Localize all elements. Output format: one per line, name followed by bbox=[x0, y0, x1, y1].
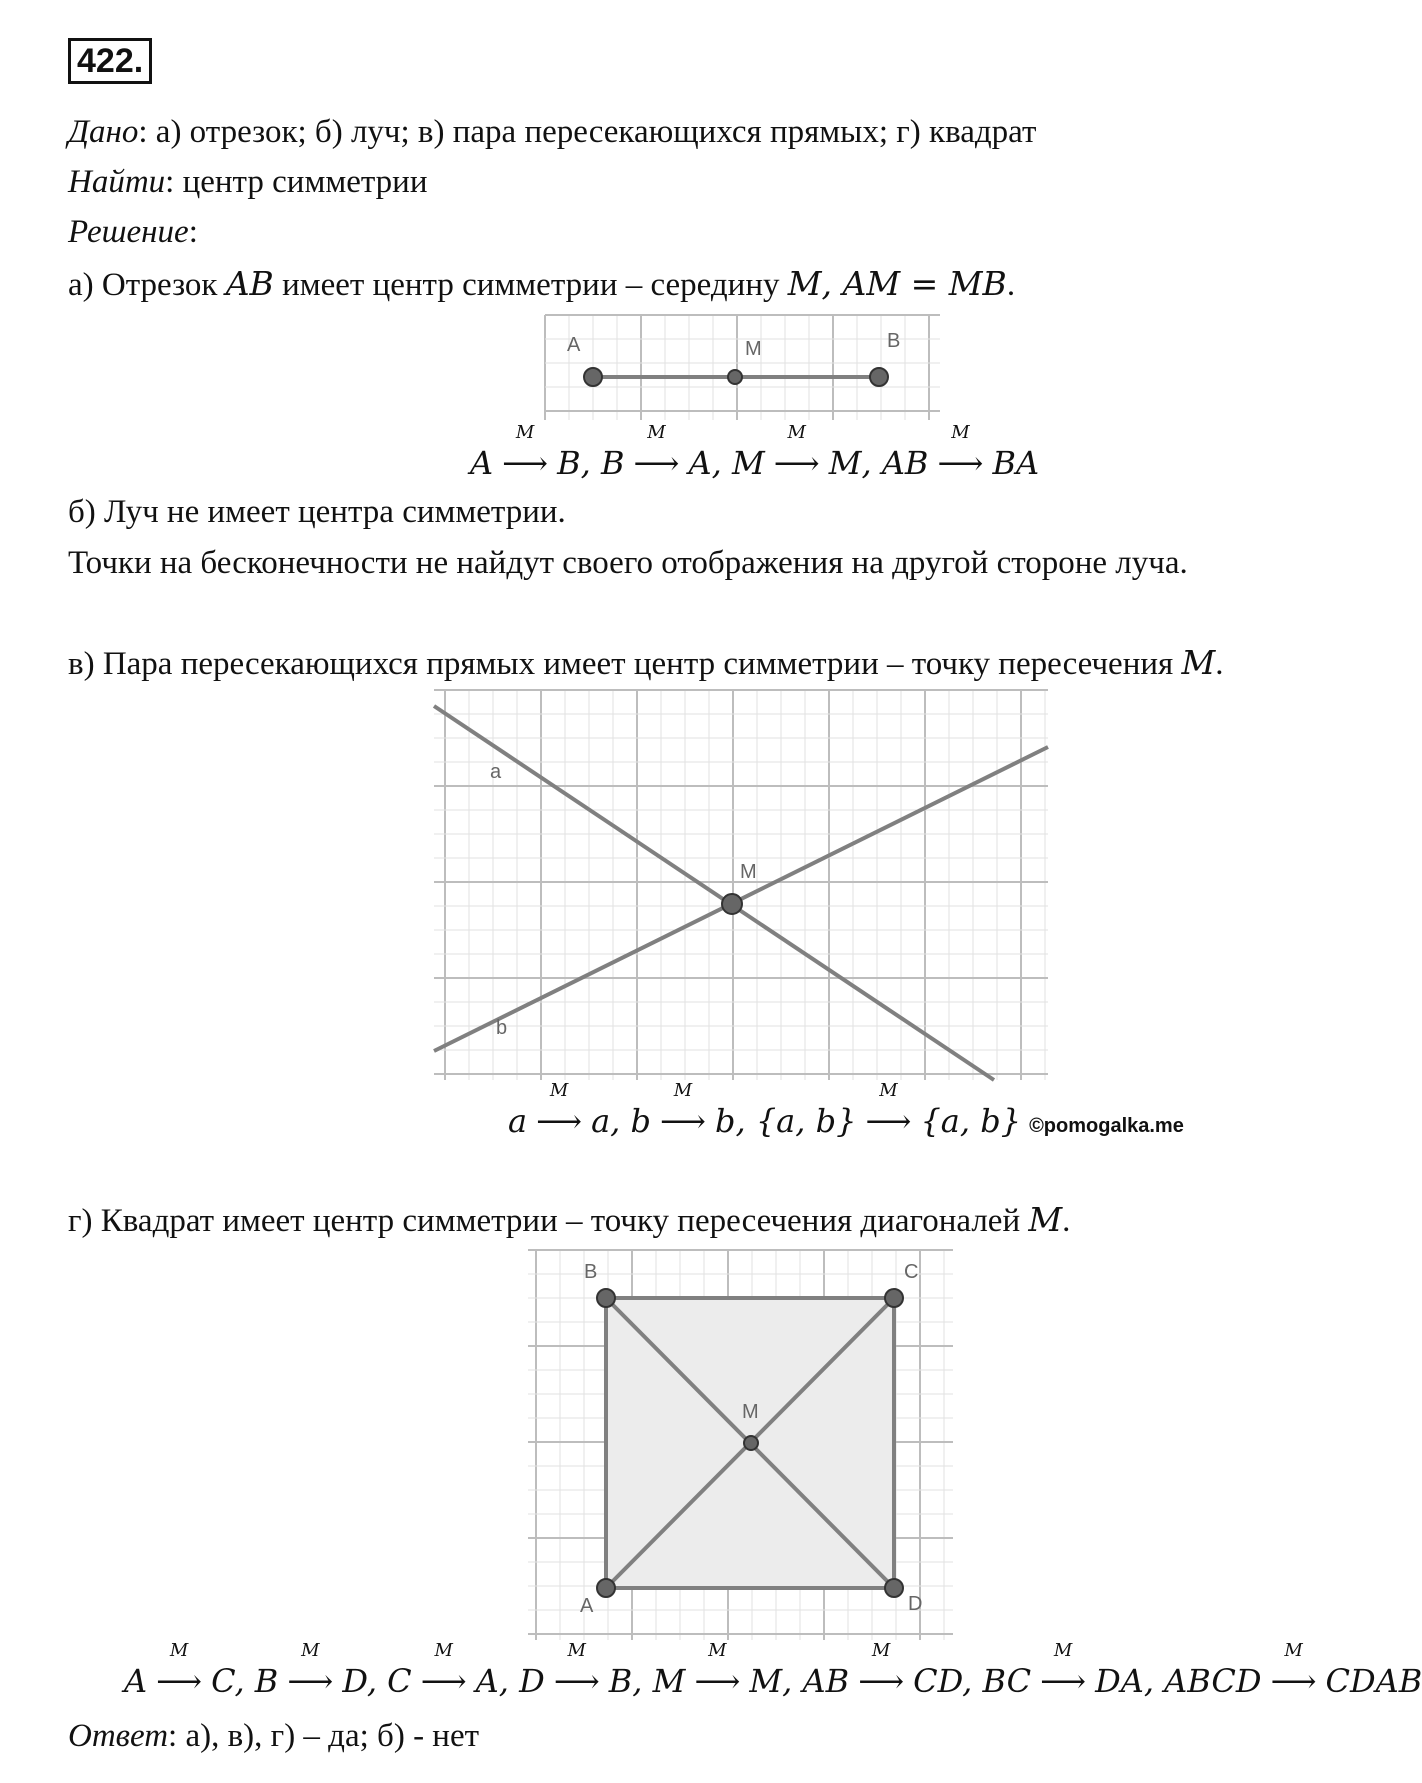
formula-term: B bbox=[600, 444, 625, 482]
maps-to-arrow: M ⟶ bbox=[420, 1640, 467, 1700]
label-b: B bbox=[887, 330, 901, 352]
formula-term: B bbox=[254, 1662, 279, 1700]
given-label: Дано bbox=[68, 114, 139, 150]
label-b: B bbox=[584, 1261, 598, 1283]
maps-to-arrow: M ⟶ bbox=[773, 422, 820, 482]
label-m: M bbox=[740, 861, 757, 883]
formula-term: {a, b} bbox=[920, 1102, 1022, 1140]
maps-to-arrow: M ⟶ bbox=[937, 422, 984, 482]
part-a-text: а) Отрезок AB имеет центр симметрии – середину M, AM = MB. bbox=[68, 264, 1016, 303]
solution-colon: : bbox=[188, 214, 198, 250]
formula-term: B, bbox=[608, 1662, 653, 1700]
intersecting-lines-figure bbox=[434, 690, 1048, 1080]
formula-term: C, bbox=[211, 1662, 255, 1700]
given-text: : а) отрезок; б) луч; в) пара пересекающихся прямых; г) квадрат bbox=[138, 114, 1037, 150]
formula-term: B, bbox=[557, 444, 601, 482]
answer-line bbox=[68, 1716, 479, 1756]
point-b bbox=[870, 368, 888, 386]
label-c: C bbox=[904, 1261, 919, 1283]
formula-d bbox=[124, 1640, 1422, 1700]
formula-term: D, bbox=[342, 1662, 388, 1700]
formula-term: DA, bbox=[1095, 1662, 1165, 1700]
formula-term: A bbox=[124, 1662, 148, 1700]
maps-to-arrow: M ⟶ bbox=[633, 422, 680, 482]
watermark: ©pomogalka.me bbox=[1029, 1115, 1184, 1137]
solution-line bbox=[68, 212, 198, 252]
label-a: A bbox=[580, 1595, 594, 1617]
part-b-line-2: Точки на бесконечности не найдут своего отображения на другой стороне луча. bbox=[68, 545, 1188, 581]
find-text: : центр симметрии bbox=[165, 164, 428, 200]
formula-term: CD, bbox=[913, 1662, 983, 1700]
formula-term: {a, b} bbox=[755, 1102, 857, 1140]
formula-term: C bbox=[387, 1662, 412, 1700]
maps-to-arrow: M ⟶ bbox=[1040, 1640, 1086, 1700]
maps-to-arrow: M ⟶ bbox=[1270, 1640, 1317, 1700]
formula-term: A, bbox=[688, 444, 732, 482]
square-figure bbox=[528, 1250, 953, 1640]
point-d bbox=[885, 1579, 903, 1597]
solution-label: Решение bbox=[68, 214, 189, 250]
point-a bbox=[597, 1579, 615, 1597]
answer-label: Ответ bbox=[68, 1718, 169, 1754]
maps-to-arrow: M ⟶ bbox=[694, 1640, 741, 1700]
label-a: A bbox=[567, 334, 581, 356]
formula-term: a, bbox=[591, 1102, 631, 1140]
formula-term: D bbox=[519, 1662, 545, 1700]
label-b: b bbox=[496, 1017, 508, 1039]
formula-term: AB bbox=[802, 1662, 850, 1700]
maps-to-arrow: M ⟶ bbox=[502, 422, 549, 482]
formula-term: M, bbox=[749, 1662, 803, 1700]
maps-to-arrow: M ⟶ bbox=[287, 1640, 334, 1700]
formula-term: M bbox=[652, 1662, 686, 1700]
formula-term: M bbox=[731, 444, 765, 482]
formula-term: b, bbox=[714, 1102, 756, 1140]
point-a bbox=[584, 368, 602, 386]
formula-term: AB bbox=[881, 444, 929, 482]
label-a: a bbox=[490, 761, 502, 783]
formula-term: a bbox=[508, 1102, 528, 1140]
formula-term: A bbox=[470, 444, 494, 482]
point-m bbox=[722, 894, 742, 914]
maps-to-arrow: M ⟶ bbox=[536, 1080, 583, 1140]
label-d: D bbox=[908, 1593, 923, 1615]
point-c bbox=[885, 1289, 903, 1307]
part-c-text: в) Пара пересекающихся прямых имеет центр симметрии – точку пересечения M. bbox=[68, 643, 1224, 682]
answer-text: : а), в), г) – да; б) - нет bbox=[168, 1718, 480, 1754]
find-line bbox=[68, 162, 428, 202]
formula-term: CDAB bbox=[1325, 1662, 1422, 1700]
maps-to-arrow: M ⟶ bbox=[553, 1640, 600, 1700]
formula-term: M, bbox=[828, 444, 882, 482]
segment-figure bbox=[545, 315, 940, 420]
formula-term: A, bbox=[475, 1662, 520, 1700]
part-b-line-1: б) Луч не имеет центра симметрии. bbox=[68, 494, 566, 530]
label-m: M bbox=[742, 1401, 759, 1423]
label-m: M bbox=[745, 338, 762, 360]
formula-c bbox=[508, 1080, 1184, 1140]
part-d-text: г) Квадрат имеет центр симметрии – точку пересечения диагоналей M. bbox=[68, 1200, 1071, 1239]
find-label: Найти bbox=[68, 164, 166, 200]
maps-to-arrow: M ⟶ bbox=[156, 1640, 203, 1700]
point-m bbox=[728, 370, 742, 384]
maps-to-arrow: M ⟶ bbox=[660, 1080, 706, 1140]
problem-number: 422. bbox=[68, 38, 152, 84]
maps-to-arrow: M ⟶ bbox=[865, 1080, 912, 1140]
formula-term: b bbox=[630, 1102, 651, 1140]
point-b bbox=[597, 1289, 615, 1307]
maps-to-arrow: M ⟶ bbox=[858, 1640, 905, 1700]
formula-term: BA bbox=[992, 444, 1040, 482]
given-line bbox=[68, 112, 1036, 152]
formula-term: ABCD bbox=[1164, 1662, 1262, 1700]
formula-term: BC bbox=[982, 1662, 1032, 1700]
point-m bbox=[744, 1436, 758, 1450]
formula-a bbox=[470, 422, 1040, 482]
